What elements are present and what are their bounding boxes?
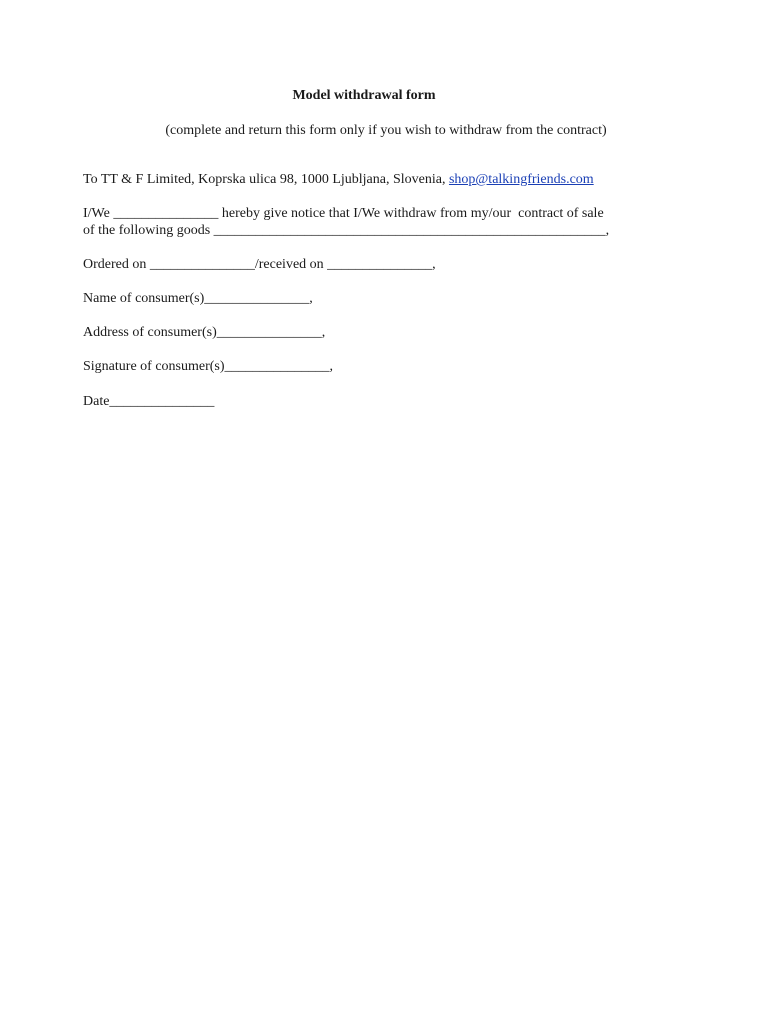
email-link[interactable]: shop@talkingfriends.com bbox=[448, 172, 594, 187]
form-title: Model withdrawal form bbox=[292, 88, 436, 103]
consumer-address-line: Address of consumer(s)_______________, bbox=[83, 325, 326, 340]
notice-line-1: I/We _______________ hereby give notice that I/We withdraw from my/our contract of sale bbox=[83, 206, 604, 221]
recipient-address: To TT & F Limited, Koprska ulica 98, 1000 Ljubljana, Slovenia, bbox=[83, 172, 449, 187]
notice-line-2: of the following goods ________________________________________________________, bbox=[83, 223, 610, 238]
recipient-address-line bbox=[83, 172, 594, 188]
form-subtitle: (complete and return this form only if you wish to withdraw from the contract) bbox=[165, 123, 607, 138]
consumer-signature-line: Signature of consumer(s)_______________, bbox=[83, 359, 334, 374]
consumer-name-line: Name of consumer(s)_______________, bbox=[83, 291, 313, 306]
date-line: Date_______________ bbox=[83, 394, 215, 409]
ordered-received-line: Ordered on _______________/received on _______________, bbox=[83, 257, 436, 272]
